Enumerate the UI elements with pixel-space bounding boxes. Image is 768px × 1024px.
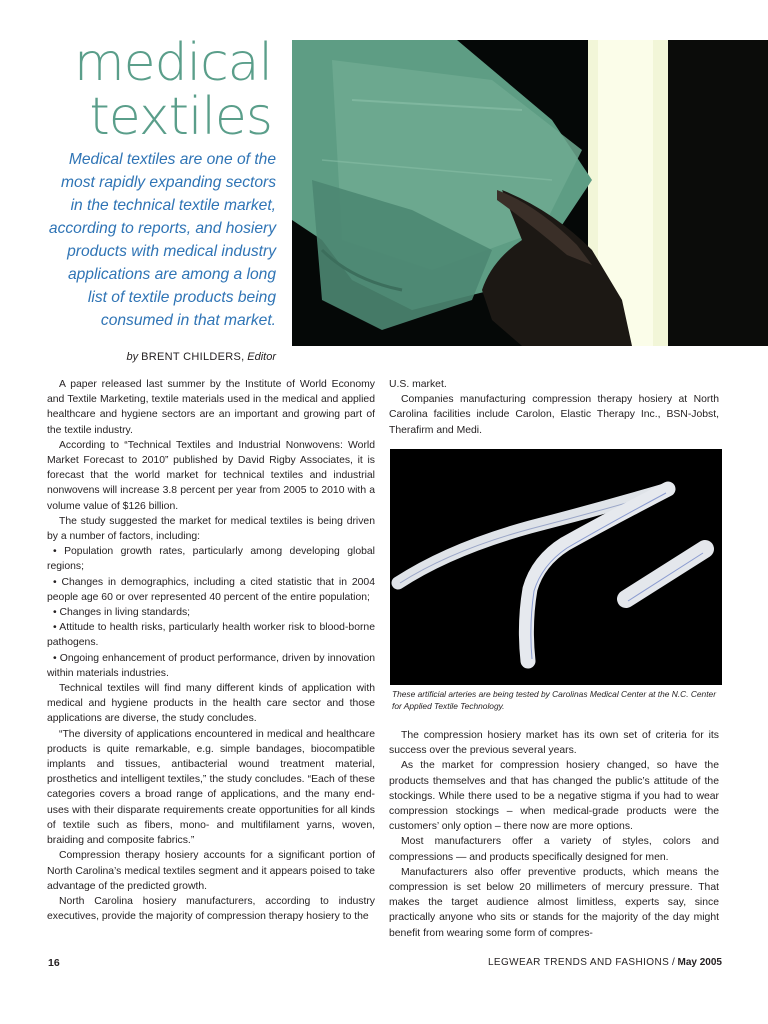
- paragraph: The study suggested the market for medical textiles is being driven by a number of factors, including:: [47, 515, 375, 543]
- paragraph: Technical textiles will find many different kinds of application with medical and hygiene products in the health care sector and those applications are diverse, the study concludes.: [47, 683, 375, 725]
- article-title: [73, 33, 272, 147]
- bullet-item: • Population growth rates, particularly among developing global regions;: [47, 546, 375, 573]
- bullet-item: • Ongoing enhancement of product performance, driven by innovation within materials industries.: [47, 652, 375, 679]
- issue-date: May 2005: [677, 957, 722, 968]
- bullet-item: • Changes in demographics, including a cited statistic that in 2004 people age 60 or over represented 40 percent of the entire population;: [47, 576, 375, 603]
- bullet-item: • Attitude to health risks, particularly health worker risk to blood-borne pathogens.: [47, 622, 375, 649]
- byline-by: by: [126, 351, 139, 363]
- photo-caption: These artificial arteries are being tested by Carolinas Medical Center at the N.C. Center for Applied Textile Technology.: [392, 689, 716, 711]
- paragraph: According to “Technical Textiles and Industrial Nonwovens: World Market Forecast to 2010” published by David Rigby Associates, it is forecast that the world market for technical textiles and industrial nonwovens will increase 3.8 percent per year from 2005 to 2010 with a volume value of $126 billion.: [47, 439, 375, 512]
- paragraph: As the market for compression hosiery changed, so have the products themselves and that has changed the public’s attitude of the stockings. While there used to be a negative stigma if you had to wear compression stockings – when medical-grade products were the customers’ only option – there now are more options.: [389, 760, 719, 833]
- paragraph: Manufacturers also offer preventive products, which means the compression is set below 20 millimeters of mercury pressure. That makes the target audience almost limitless, experts say, since practically anyone who sits or stands for the majority of the day might benefit from wearing some form of compres-: [389, 866, 719, 939]
- paragraph: U.S. market.: [389, 379, 447, 390]
- hero-photo-medical-textile-lightbox: [292, 40, 768, 346]
- paragraph: Most manufacturers offer a variety of styles, colors and compressions — and products specifically designed for men.: [389, 836, 719, 863]
- publication-name: LEGWEAR TRENDS AND FASHIONS: [487, 957, 670, 968]
- body-column-left: [47, 377, 375, 924]
- paragraph: “The diversity of applications encountered in medical and healthcare products is quite remarkable, e.g. simple bandages, biocompatible implants and tissues, antibacterial wound treatment material, prosthetics and intelligent textiles,” the study concludes. “Each of these categories covers a broad range of applications, and the many end-uses with their disparate requirements create opportunities for all kinds of textile such as fibers, mono- and multifilament yarns, woven, braiding and composite fabrics.”: [47, 728, 375, 847]
- paragraph: North Carolina hosiery manufacturers, according to industry executives, provide the majority of compression therapy hosiery to the: [47, 895, 375, 923]
- paragraph: Compression therapy hosiery accounts for a significant portion of North Carolina’s medical textiles segment and it appears poised to take advantage of the predicted growth.: [47, 850, 375, 892]
- bullet-item: • Changes in living standards;: [53, 607, 191, 619]
- paragraph: Companies manufacturing compression therapy hosiery at North Carolina facilities include Carolon, Elastic Therapy Inc., BSN-Jobst, Therafirm and Medi.: [389, 394, 719, 436]
- byline-separator: ,: [241, 351, 248, 363]
- artificial-arteries-photo: [390, 449, 722, 685]
- body-column-right-bottom: [389, 728, 719, 941]
- running-footer: [488, 957, 722, 968]
- byline-author: BRENT CHILDERS: [141, 351, 242, 363]
- article-deck: Medical textiles are one of the most rapidly expanding sectors in the technical textile market, according to reports, and hosiery products with medical industry applications are among a long list of textile products being consumed in that market.: [48, 151, 276, 329]
- paragraph: A paper released last summer by the Institute of World Economy and Textile Marketing, textile materials used in the medical and applied healthcare and hygiene sectors are an important and growing part of the textile industry.: [47, 379, 375, 436]
- body-column-right-top: [389, 377, 719, 438]
- artery-illustration: [390, 449, 722, 685]
- paragraph: The compression hosiery market has its own set of criteria for its success over the previous several years.: [389, 730, 719, 757]
- footer-separator: /: [669, 957, 678, 968]
- byline-role: Editor: [247, 351, 276, 363]
- byline: [60, 351, 276, 363]
- title-line-2: textiles: [89, 87, 272, 147]
- page-number: 16: [48, 957, 60, 969]
- hero-photo-illustration: [292, 40, 768, 346]
- title-line-1: medical: [73, 33, 272, 93]
